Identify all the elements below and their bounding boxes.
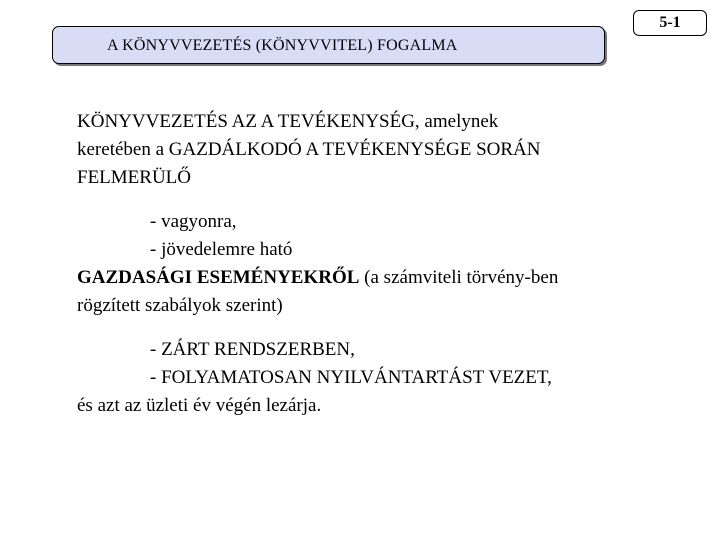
slide-content (77, 108, 677, 420)
definition-paragraph (77, 108, 677, 192)
slide-number: 5-1 (633, 10, 707, 36)
events-line-2: rögzített szabályok szerint) (77, 295, 283, 316)
list-item-folyamatos: - FOLYAMATOSAN NYILVÁNTARTÁST VEZET, (150, 367, 552, 388)
list-item-jovedelem: - jövedelemre ható (150, 239, 293, 260)
definition-line-2: keretében a GAZDÁLKODÓ A TEVÉKENYSÉGE SORÁN (77, 139, 541, 160)
events-paragraph (77, 208, 677, 320)
closing-line: és azt az üzleti év végén lezárja. (77, 395, 322, 416)
list-item-vagyon: - vagyonra, (150, 211, 237, 232)
definition-line-1: KÖNYVVEZETÉS AZ A TEVÉKENYSÉG, amelynek (77, 111, 499, 132)
events-heading: GAZDASÁGI ESEMÉNYEKRŐL (77, 267, 360, 288)
slide-title: A KÖNYVVEZETÉS (KÖNYVVITEL) FOGALMA (107, 37, 458, 54)
slide-title-box (52, 26, 605, 64)
list-item-zart-rendszer: - ZÁRT RENDSZERBEN, (150, 339, 355, 360)
events-line-1 (77, 264, 677, 292)
events-note: (a számviteli törvény-ben (359, 267, 559, 288)
definition-line-3: FELMERÜLŐ (77, 167, 191, 188)
closing-paragraph (77, 336, 677, 420)
